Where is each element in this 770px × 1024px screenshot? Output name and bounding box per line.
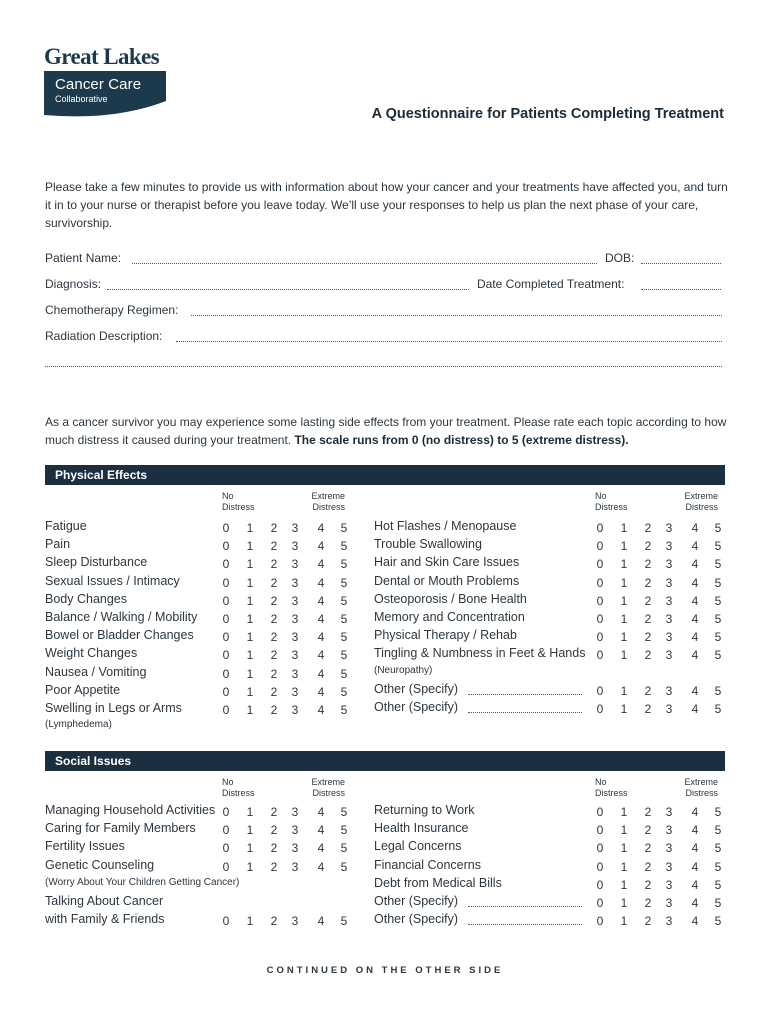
rating-option-1[interactable]: 1: [246, 521, 254, 535]
rating-option-1[interactable]: 1: [246, 805, 254, 819]
rating-option-5[interactable]: 5: [340, 841, 348, 855]
rating-option-1[interactable]: 1: [246, 914, 254, 928]
rating-option-2[interactable]: 2: [270, 521, 278, 535]
rating-option-5[interactable]: 5: [714, 860, 722, 874]
dob-label: DOB:: [605, 251, 635, 265]
rating-option-2[interactable]: 2: [270, 860, 278, 874]
social-right-item: Debt from Medical Bills: [374, 876, 502, 890]
social-left-extreme-distress-label: Extreme Distress: [311, 777, 345, 798]
diagnosis-label: Diagnosis:: [45, 277, 102, 291]
rating-option-4[interactable]: 4: [691, 860, 699, 874]
rating-option-2[interactable]: 2: [644, 860, 652, 874]
rating-option-5[interactable]: 5: [340, 823, 348, 837]
rating-option-3[interactable]: 3: [291, 860, 299, 874]
rating-option-1[interactable]: 1: [620, 702, 628, 716]
rating-option-3[interactable]: 3: [291, 703, 299, 717]
rating-option-0[interactable]: 0: [222, 521, 230, 535]
rating-option-1[interactable]: 1: [246, 557, 254, 571]
rating-option-0[interactable]: 0: [596, 594, 604, 608]
rating-option-3[interactable]: 3: [291, 630, 299, 644]
rating-option-4[interactable]: 4: [691, 557, 699, 571]
rating-option-1[interactable]: 1: [246, 703, 254, 717]
rating-option-5[interactable]: 5: [714, 805, 722, 819]
rating-option-5[interactable]: 5: [340, 521, 348, 535]
rating-option-0[interactable]: 0: [222, 594, 230, 608]
physical-right-item: Trouble Swallowing: [374, 537, 482, 551]
rating-option-3[interactable]: 3: [665, 823, 673, 837]
rating-option-0[interactable]: 0: [596, 648, 604, 662]
rating-option-1[interactable]: 1: [246, 685, 254, 699]
rating-option-0[interactable]: 0: [222, 557, 230, 571]
rating-option-5[interactable]: 5: [714, 684, 722, 698]
rating-option-1[interactable]: 1: [620, 914, 628, 928]
rating-option-4[interactable]: 4: [317, 576, 325, 590]
rating-option-0[interactable]: 0: [596, 539, 604, 553]
rating-option-0[interactable]: 0: [596, 860, 604, 874]
rating-option-2[interactable]: 2: [644, 557, 652, 571]
rating-option-0[interactable]: 0: [222, 667, 230, 681]
rating-option-2[interactable]: 2: [644, 594, 652, 608]
rating-option-2[interactable]: 2: [644, 823, 652, 837]
rating-option-5[interactable]: 5: [714, 576, 722, 590]
scale-instructions: [45, 413, 735, 449]
rating-option-4[interactable]: 4: [317, 667, 325, 681]
rating-option-1[interactable]: 1: [620, 823, 628, 837]
rating-option-1[interactable]: 1: [620, 648, 628, 662]
rating-option-5[interactable]: 5: [340, 703, 348, 717]
rating-option-3[interactable]: 3: [665, 896, 673, 910]
scale-intro: As a cancer survivor you may experience some lasting side effects from your treatment. Please rate each topic according to how much distress it caused during your treatment.: [45, 415, 727, 447]
rating-option-2[interactable]: 2: [644, 702, 652, 716]
rating-option-3[interactable]: 3: [665, 557, 673, 571]
rating-option-2[interactable]: 2: [644, 805, 652, 819]
rating-option-2[interactable]: 2: [644, 896, 652, 910]
rating-option-1[interactable]: 1: [620, 594, 628, 608]
rating-option-4[interactable]: 4: [317, 823, 325, 837]
social-right-no-distress-label: No Distress: [595, 777, 628, 798]
rating-option-5[interactable]: 5: [340, 594, 348, 608]
physical-right-extreme-distress-label: Extreme Distress: [684, 491, 718, 512]
rating-option-4[interactable]: 4: [691, 521, 699, 535]
rating-option-5[interactable]: 5: [714, 557, 722, 571]
rating-option-2[interactable]: 2: [644, 576, 652, 590]
physical-other-specify: Other (Specify): [374, 682, 459, 696]
rating-option-3[interactable]: 3: [291, 823, 299, 837]
social-left-item: Genetic Counseling: [45, 858, 155, 872]
rating-option-3[interactable]: 3: [665, 684, 673, 698]
social-left-item: Managing Household Activities: [45, 803, 216, 817]
rating-option-5[interactable]: 5: [714, 612, 722, 626]
rating-option-1[interactable]: 1: [246, 630, 254, 644]
rating-option-3[interactable]: 3: [291, 557, 299, 571]
logo-line2: Cancer Care: [55, 76, 142, 93]
rating-option-4[interactable]: 4: [317, 841, 325, 855]
rating-option-1[interactable]: 1: [246, 667, 254, 681]
rating-option-3[interactable]: 3: [291, 805, 299, 819]
rating-option-3[interactable]: 3: [665, 914, 673, 928]
rating-option-5[interactable]: 5: [714, 841, 722, 855]
rating-option-1[interactable]: 1: [246, 576, 254, 590]
rating-option-2[interactable]: 2: [270, 685, 278, 699]
physical-effects-header: [45, 465, 725, 485]
rating-option-0[interactable]: 0: [596, 576, 604, 590]
rating-option-0[interactable]: 0: [596, 630, 604, 644]
rating-option-0[interactable]: 0: [222, 860, 230, 874]
physical-left-item: Sexual Issues / Intimacy: [45, 574, 180, 588]
rating-option-3[interactable]: 3: [665, 576, 673, 590]
rating-option-0[interactable]: 0: [222, 805, 230, 819]
rating-option-2[interactable]: 2: [270, 667, 278, 681]
physical-left-item: Poor Appetite: [45, 683, 121, 697]
rating-option-4[interactable]: 4: [317, 630, 325, 644]
rating-option-1[interactable]: 1: [620, 612, 628, 626]
rating-option-3[interactable]: 3: [291, 521, 299, 535]
rating-option-4[interactable]: 4: [691, 576, 699, 590]
rating-option-5[interactable]: 5: [714, 630, 722, 644]
physical-left-item: Fatigue: [45, 519, 87, 533]
physical-other-specify-field[interactable]: [468, 712, 582, 713]
logo-box: [44, 71, 166, 121]
date-completed-label: Date Completed Treatment:: [477, 277, 625, 291]
physical-right-item: Hot Flashes / Menopause: [374, 519, 517, 533]
rating-option-5[interactable]: 5: [340, 805, 348, 819]
rating-option-0[interactable]: 0: [596, 841, 604, 855]
diagnosis-field[interactable]: [107, 289, 469, 290]
radiation-field-line-2[interactable]: [45, 366, 722, 367]
rating-option-1[interactable]: 1: [246, 860, 254, 874]
rating-option-0[interactable]: 0: [596, 702, 604, 716]
rating-option-1[interactable]: 1: [620, 557, 628, 571]
rating-option-2[interactable]: 2: [644, 612, 652, 626]
rating-option-2[interactable]: 2: [270, 841, 278, 855]
rating-option-3[interactable]: 3: [291, 576, 299, 590]
social-other-specify: Other (Specify): [374, 894, 459, 908]
rating-option-3[interactable]: 3: [291, 685, 299, 699]
rating-option-0[interactable]: 0: [222, 612, 230, 626]
rating-option-1[interactable]: 1: [620, 630, 628, 644]
rating-option-1[interactable]: 1: [620, 684, 628, 698]
rating-option-3[interactable]: 3: [665, 878, 673, 892]
social-right-item: Financial Concerns: [374, 858, 481, 872]
social-right-extreme-distress-label: Extreme Distress: [684, 777, 718, 798]
rating-option-1[interactable]: 1: [620, 860, 628, 874]
rating-option-0[interactable]: 0: [222, 823, 230, 837]
patient-name-label: Patient Name:: [45, 251, 122, 265]
physical-other-specify: Other (Specify): [374, 700, 459, 714]
physical-left-item: Pain: [45, 537, 71, 551]
rating-option-3[interactable]: 3: [665, 539, 673, 553]
rating-option-3[interactable]: 3: [291, 539, 299, 553]
rating-option-3[interactable]: 3: [665, 630, 673, 644]
dob-field[interactable]: [641, 263, 721, 264]
rating-option-4[interactable]: 4: [317, 557, 325, 571]
rating-option-2[interactable]: 2: [270, 648, 278, 662]
rating-option-4[interactable]: 4: [317, 860, 325, 874]
rating-option-5[interactable]: 5: [340, 685, 348, 699]
physical-left-item: Body Changes: [45, 592, 128, 606]
rating-option-3[interactable]: 3: [291, 648, 299, 662]
continued-footer: CONTINUED ON THE OTHER SIDE: [266, 965, 504, 976]
rating-option-3[interactable]: 3: [291, 914, 299, 928]
physical-right-item: Hair and Skin Care Issues: [374, 555, 520, 569]
rating-option-4[interactable]: 4: [691, 684, 699, 698]
rating-option-3[interactable]: 3: [665, 805, 673, 819]
rating-option-1[interactable]: 1: [620, 805, 628, 819]
rating-option-4[interactable]: 4: [317, 648, 325, 662]
rating-option-0[interactable]: 0: [596, 914, 604, 928]
rating-option-4[interactable]: 4: [317, 594, 325, 608]
date-completed-field[interactable]: [641, 289, 721, 290]
rating-option-4[interactable]: 4: [317, 685, 325, 699]
rating-option-3[interactable]: 3: [665, 841, 673, 855]
rating-option-5[interactable]: 5: [340, 539, 348, 553]
rating-option-4[interactable]: 4: [317, 612, 325, 626]
rating-option-1[interactable]: 1: [246, 648, 254, 662]
rating-option-3[interactable]: 3: [291, 667, 299, 681]
social-left-item: Caring for Family Members: [45, 821, 196, 835]
rating-option-4[interactable]: 4: [317, 703, 325, 717]
rating-option-2[interactable]: 2: [644, 841, 652, 855]
physical-left-item: Weight Changes: [45, 646, 138, 660]
rating-option-0[interactable]: 0: [596, 805, 604, 819]
social-other-specify: Other (Specify): [374, 912, 459, 926]
rating-option-5[interactable]: 5: [340, 667, 348, 681]
rating-option-1[interactable]: 1: [246, 823, 254, 837]
rating-option-5[interactable]: 5: [340, 860, 348, 874]
rating-option-2[interactable]: 2: [270, 914, 278, 928]
rating-option-1[interactable]: 1: [246, 594, 254, 608]
rating-option-1[interactable]: 1: [620, 539, 628, 553]
social-other-specify-field[interactable]: [468, 906, 582, 907]
rating-option-4[interactable]: 4: [317, 521, 325, 535]
lymphedema-note: (Lymphedema): [45, 719, 112, 730]
rating-option-5[interactable]: 5: [714, 702, 722, 716]
rating-option-5[interactable]: 5: [714, 521, 722, 535]
rating-option-5[interactable]: 5: [714, 648, 722, 662]
social-left-item: with Family & Friends: [45, 912, 165, 926]
rating-option-2[interactable]: 2: [644, 521, 652, 535]
rating-option-5[interactable]: 5: [340, 630, 348, 644]
rating-option-4[interactable]: 4: [691, 805, 699, 819]
rating-option-0[interactable]: 0: [222, 648, 230, 662]
document-title: A Questionnaire for Patients Completing Treatment: [371, 106, 724, 122]
physical-left-item: Bowel or Bladder Changes: [45, 628, 194, 642]
social-other-specify-field[interactable]: [468, 924, 582, 925]
rating-option-0[interactable]: 0: [596, 521, 604, 535]
physical-left-item: Swelling in Legs or Arms: [45, 701, 182, 715]
physical-left-no-distress-label: No Distress: [222, 491, 255, 512]
rating-option-5[interactable]: 5: [714, 823, 722, 837]
rating-option-3[interactable]: 3: [665, 702, 673, 716]
neuropathy-note: (Neuropathy): [374, 665, 433, 676]
rating-option-0[interactable]: 0: [596, 612, 604, 626]
rating-option-0[interactable]: 0: [222, 539, 230, 553]
rating-option-5[interactable]: 5: [714, 896, 722, 910]
rating-option-3[interactable]: 3: [665, 860, 673, 874]
rating-option-1[interactable]: 1: [620, 576, 628, 590]
rating-option-4[interactable]: 4: [317, 805, 325, 819]
scale-bold: The scale runs from 0 (no distress) to 5 (extreme distress).: [294, 433, 629, 447]
social-right-item: Health Insurance: [374, 821, 469, 835]
rating-option-2[interactable]: 2: [270, 539, 278, 553]
physical-left-extreme-distress-label: Extreme Distress: [311, 491, 345, 512]
rating-option-3[interactable]: 3: [291, 841, 299, 855]
rating-option-2[interactable]: 2: [644, 648, 652, 662]
physical-left-item: Balance / Walking / Mobility: [45, 610, 198, 624]
rating-option-0[interactable]: 0: [222, 630, 230, 644]
rating-option-4[interactable]: 4: [691, 914, 699, 928]
rating-option-4[interactable]: 4: [691, 896, 699, 910]
rating-option-1[interactable]: 1: [620, 841, 628, 855]
rating-option-5[interactable]: 5: [714, 539, 722, 553]
rating-option-5[interactable]: 5: [714, 914, 722, 928]
rating-option-4[interactable]: 4: [691, 878, 699, 892]
logo: [44, 46, 168, 121]
rating-option-2[interactable]: 2: [644, 914, 652, 928]
rating-option-2[interactable]: 2: [270, 630, 278, 644]
physical-right-item: Memory and Concentration: [374, 610, 525, 624]
rating-option-2[interactable]: 2: [270, 594, 278, 608]
rating-option-2[interactable]: 2: [644, 630, 652, 644]
rating-option-3[interactable]: 3: [665, 648, 673, 662]
chemo-field[interactable]: [191, 315, 722, 316]
physical-right-no-distress-label: No Distress: [595, 491, 628, 512]
rating-option-0[interactable]: 0: [222, 685, 230, 699]
rating-option-1[interactable]: 1: [246, 612, 254, 626]
patient-name-field[interactable]: [132, 263, 597, 264]
rating-option-4[interactable]: 4: [691, 841, 699, 855]
radiation-label: Radiation Description:: [45, 329, 163, 343]
social-left-no-distress-label: No Distress: [222, 777, 255, 798]
physical-other-specify-field[interactable]: [468, 694, 582, 695]
physical-right-item: Physical Therapy / Rehab: [374, 628, 517, 642]
rating-option-1[interactable]: 1: [620, 521, 628, 535]
rating-option-4[interactable]: 4: [691, 823, 699, 837]
logo-wordmark: Great Lakes: [44, 44, 159, 69]
social-right-item: Legal Concerns: [374, 839, 462, 853]
physical-right-item: Dental or Mouth Problems: [374, 574, 520, 588]
rating-option-3[interactable]: 3: [291, 594, 299, 608]
rating-option-5[interactable]: 5: [340, 612, 348, 626]
rating-option-3[interactable]: 3: [665, 612, 673, 626]
rating-option-5[interactable]: 5: [714, 878, 722, 892]
rating-option-1[interactable]: 1: [246, 841, 254, 855]
rating-option-3[interactable]: 3: [665, 521, 673, 535]
physical-right-item: Tingling & Numbness in Feet & Hands: [374, 646, 586, 660]
social-left-item: Fertility Issues: [45, 839, 125, 853]
rating-option-2[interactable]: 2: [644, 878, 652, 892]
rating-option-0[interactable]: 0: [222, 576, 230, 590]
rating-option-2[interactable]: 2: [270, 557, 278, 571]
rating-option-2[interactable]: 2: [270, 612, 278, 626]
radiation-field[interactable]: [176, 341, 722, 342]
rating-option-3[interactable]: 3: [665, 594, 673, 608]
rating-option-2[interactable]: 2: [270, 823, 278, 837]
rating-option-4[interactable]: 4: [317, 539, 325, 553]
rating-option-5[interactable]: 5: [340, 557, 348, 571]
rating-option-1[interactable]: 1: [620, 878, 628, 892]
rating-option-1[interactable]: 1: [620, 896, 628, 910]
physical-left-item: Sleep Disturbance: [45, 555, 148, 569]
physical-right-item: Osteoporosis / Bone Health: [374, 592, 527, 606]
rating-option-4[interactable]: 4: [691, 594, 699, 608]
rating-option-5[interactable]: 5: [340, 914, 348, 928]
social-issues-title: Social Issues: [55, 754, 132, 768]
rating-option-0[interactable]: 0: [222, 703, 230, 717]
physical-effects-title: Physical Effects: [55, 468, 148, 482]
rating-option-0[interactable]: 0: [222, 841, 230, 855]
social-left-item: Talking About Cancer: [45, 894, 164, 908]
rating-option-4[interactable]: 4: [691, 702, 699, 716]
rating-option-2[interactable]: 2: [644, 539, 652, 553]
rating-option-0[interactable]: 0: [596, 684, 604, 698]
rating-option-4[interactable]: 4: [317, 914, 325, 928]
physical-left-item: Nausea / Vomiting: [45, 665, 147, 679]
rating-option-5[interactable]: 5: [714, 594, 722, 608]
rating-option-2[interactable]: 2: [270, 703, 278, 717]
chemo-label: Chemotherapy Regimen:: [45, 303, 179, 317]
genetic-counseling-note: (Worry About Your Children Getting Cancer): [45, 877, 240, 888]
rating-option-0[interactable]: 0: [596, 896, 604, 910]
social-issues-header: [45, 751, 725, 771]
rating-option-4[interactable]: 4: [691, 539, 699, 553]
rating-option-0[interactable]: 0: [222, 914, 230, 928]
rating-option-2[interactable]: 2: [270, 805, 278, 819]
rating-option-2[interactable]: 2: [644, 684, 652, 698]
rating-option-4[interactable]: 4: [691, 612, 699, 626]
intro-paragraph: Please take a few minutes to provide us with information about how your cancer and your treatments have affected you, and turn it in to your nurse or therapist before you leave today. We’ll use your responses to help us plan the next phase of your care, survivorship.: [45, 180, 728, 230]
rating-option-3[interactable]: 3: [291, 612, 299, 626]
rating-option-4[interactable]: 4: [691, 630, 699, 644]
rating-option-0[interactable]: 0: [596, 557, 604, 571]
rating-option-2[interactable]: 2: [270, 576, 278, 590]
social-right-item: Returning to Work: [374, 803, 475, 817]
rating-option-5[interactable]: 5: [340, 576, 348, 590]
logo-line3: Collaborative: [55, 94, 108, 104]
rating-option-0[interactable]: 0: [596, 878, 604, 892]
rating-option-5[interactable]: 5: [340, 648, 348, 662]
rating-option-1[interactable]: 1: [246, 539, 254, 553]
rating-option-0[interactable]: 0: [596, 823, 604, 837]
rating-option-4[interactable]: 4: [691, 648, 699, 662]
